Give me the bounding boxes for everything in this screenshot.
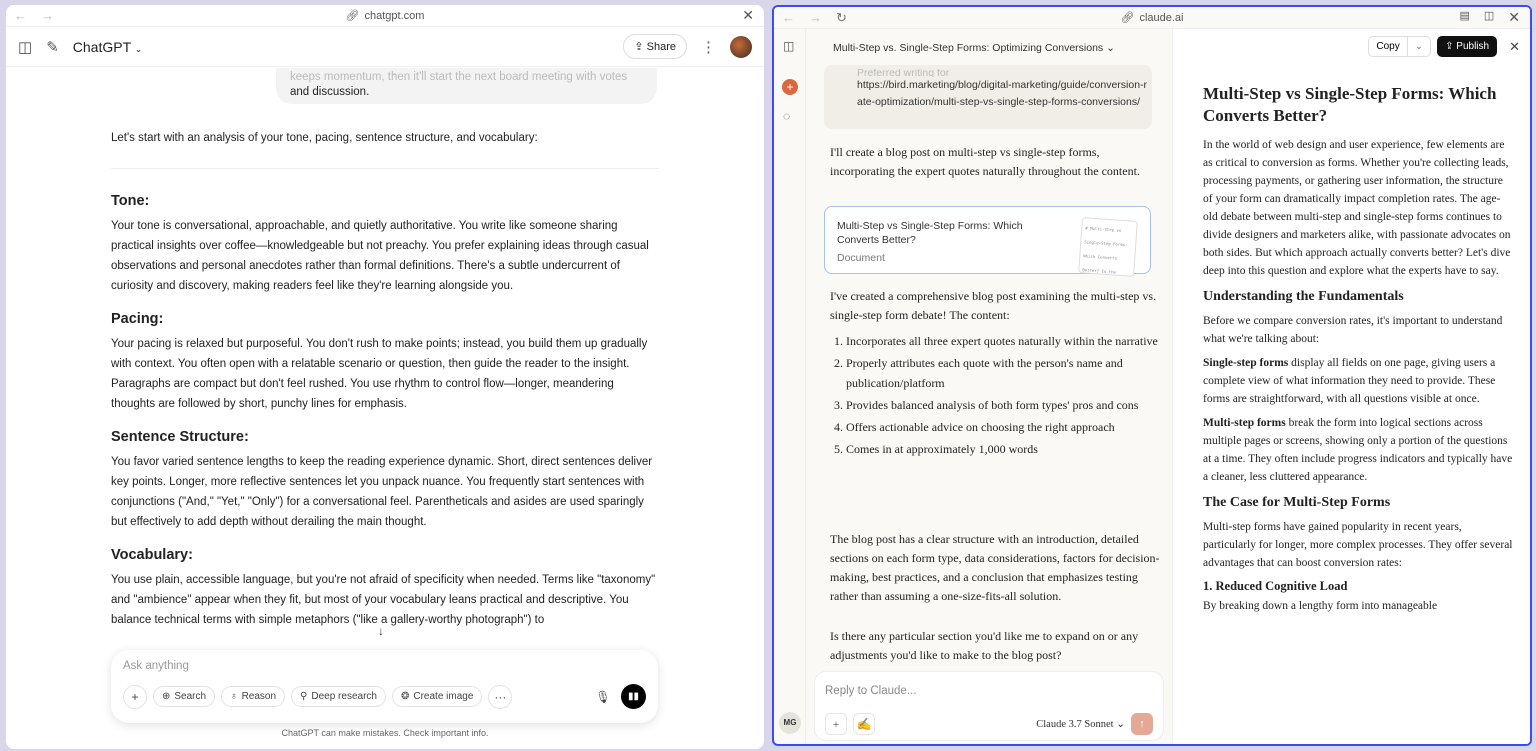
sidebar-toggle-icon[interactable]: ◫	[18, 38, 33, 56]
avatar[interactable]	[730, 36, 752, 58]
copy-button-group	[1368, 36, 1431, 57]
create-image-label: Create image	[413, 691, 474, 702]
assistant-text: I'll create a blog post on multi-step vs single-step forms, incorporating the expert quotes naturally throughout the content.	[830, 145, 1140, 178]
copy-options-chevron-icon[interactable]: ⌄	[1407, 37, 1430, 56]
attach-button[interactable]: +	[123, 685, 147, 709]
document-title: Multi-Step vs Single-Step Forms: Which Converts Better?	[1203, 84, 1497, 125]
user-message	[824, 65, 1152, 129]
more-options-icon[interactable]: ⋮	[701, 38, 716, 56]
chevron-down-icon: ⌄	[1106, 42, 1115, 54]
sidebar-rail	[774, 29, 806, 744]
artifact-title: Multi-Step vs Single-Step Forms: Which Converts Better?	[837, 220, 1023, 246]
publish-button[interactable]	[1437, 36, 1497, 57]
globe-icon: ⊕	[162, 691, 171, 702]
section-heading: Pacing:	[111, 311, 164, 327]
intro-text: Let's start with an analysis of your tone, pacing, sentence structure, and vocabulary:	[111, 132, 538, 144]
section-heading: The Case for Multi-Step Forms	[1203, 495, 1391, 510]
reason-button[interactable]	[221, 686, 285, 707]
url-text[interactable]: chatgpt.com	[364, 9, 425, 22]
list-item: 1. Incorporates all three expert quotes naturally within the narrative	[846, 331, 1160, 351]
section-text: You use plain, accessible language, but you're not afraid of specificity when needed. Terms like "taxonomy" and "ambience" appear when they fit, but most of your vocabulary leans practical and descriptive. You balance technical terms with simple metaphors ("like a gallery-worthy photograph") to	[111, 574, 656, 626]
model-selector[interactable]	[73, 39, 143, 55]
message-text: and discussion.	[290, 86, 370, 98]
source-url: https://bird.marketing/blog/digital-marketing/guide/conversion-rate-optimization/multi-step-vs-single-step-forms-conversions/	[857, 79, 1148, 108]
chatgpt-window	[6, 5, 764, 749]
summary-list	[830, 331, 1160, 459]
assistant-text: The blog post has a clear structure with an introduction, detailed sections on each form type, data considerations, factors for decision-making, best practices, and a conclusion that emphasizes testing rather than assuming a one-size-fits-all solution.	[830, 532, 1160, 603]
reply-composer	[814, 671, 1164, 741]
artifact-panel	[1172, 29, 1530, 744]
assistant-message	[111, 128, 659, 630]
chat-column	[806, 29, 1172, 744]
section-text: You favor varied sentence lengths to keep the reading experience dynamic. Short, direct sentences deliver key points. Longer, more reflective sentences let you unpack nuance. You frequently start sentences with conjunctions ("And," "Yet," "Only") for a conversational feel. Parentheticals and asides are used sparingly but effectively to add depth without derailing the main thought.	[111, 456, 653, 528]
list-item: 5. Comes in at approximately 1,000 words	[846, 439, 1160, 459]
model-name: Claude 3.7 Sonnet	[1036, 718, 1114, 730]
url-text[interactable]: claude.ai	[1139, 11, 1184, 24]
voice-mode-button[interactable]: ▮▮	[621, 684, 646, 709]
subsection-heading: 1. Reduced Cognitive Load	[1203, 579, 1348, 593]
document-body	[1203, 83, 1515, 621]
scroll-down-icon[interactable]: ↓	[378, 624, 384, 638]
back-icon[interactable]: ←	[14, 8, 27, 23]
list-item: 4. Offers actionable advice on choosing the right approach	[846, 417, 1160, 437]
bold-term: Multi-step forms	[1203, 417, 1286, 429]
share-button[interactable]	[623, 34, 687, 59]
prompt-input[interactable]: Ask anything	[123, 660, 189, 672]
paragraph-text: break the form into logical sections across multiple pages or screens, showing only a portion of the questions at a time. They often include progress indicators and typically have a cleaner, less cluttered appearance.	[1203, 417, 1513, 483]
microphone-icon[interactable]: 🎙︎	[595, 689, 611, 704]
assistant-text: I've created a comprehensive blog post examining the multi-step vs. single-step form debate! The content:	[830, 289, 1157, 322]
chats-icon[interactable]: ◌	[783, 109, 791, 123]
close-icon[interactable]: ✕	[1508, 9, 1520, 25]
chevron-down-icon: ⌄	[134, 43, 143, 54]
bold-term: Single-step forms	[1203, 357, 1289, 369]
model-selector[interactable]	[1036, 715, 1125, 734]
section-text: Your tone is conversational, approachable, and quietly authoritative. You write like someone sharing practical insights over coffee—knowledgeable but not preachy. You prefer explaining ideas through casual observations and personal anecdotes rather than formal definitions. There's a subtle undercurrent of curiosity and discovery, making readers feel like they're learning alongside you.	[111, 220, 649, 292]
lightbulb-icon: ♁	[230, 691, 238, 702]
close-panel-icon[interactable]: ✕	[1509, 38, 1520, 54]
telescope-icon: ⚲	[300, 691, 308, 702]
upload-icon: ⇪	[1445, 41, 1454, 52]
sidebar-toggle-icon[interactable]: ◫	[783, 39, 795, 53]
image-icon: ❂	[400, 691, 410, 702]
forward-icon[interactable]: →	[41, 8, 54, 23]
deep-research-label: Deep research	[311, 691, 377, 702]
create-image-button[interactable]	[392, 686, 482, 707]
style-icon[interactable]: ✍	[853, 713, 875, 735]
reply-input[interactable]: Reply to Claude...	[825, 685, 917, 697]
search-label: Search	[174, 691, 207, 702]
user-message	[276, 68, 657, 104]
forward-icon[interactable]: →	[809, 9, 822, 25]
browser-bar	[774, 7, 1530, 29]
close-icon[interactable]: ✕	[742, 7, 754, 23]
copy-button[interactable]: Copy	[1376, 41, 1400, 52]
section-heading: Sentence Structure:	[111, 429, 249, 445]
paragraph	[1203, 414, 1515, 486]
user-avatar[interactable]: MG	[779, 712, 801, 734]
section-heading: Tone:	[111, 193, 150, 209]
section-heading: Vocabulary:	[111, 547, 193, 563]
document-thumbnail: # Multi-Step vs Single-Step Forms: Which Converts Better? In the	[1078, 217, 1138, 277]
disclaimer: ChatGPT can make mistakes. Check important info.	[281, 728, 489, 738]
share-label: Share	[646, 41, 676, 53]
paragraph: By breaking down a lengthy form into manageable	[1203, 600, 1438, 612]
new-chat-button[interactable]: +	[782, 79, 798, 95]
split-view-icon[interactable]: ◫	[1483, 10, 1495, 22]
section-text: Your pacing is relaxed but purposeful. You don't rush to make points; instead, you build them up gradually with context. You often open with a relatable scenario or question, then guide the reader to the insight. Paragraphs are compact but don't feel rushed. You use rhythm to control flow—longer, meandering thoughts are followed by short, punchy lines for emphasis.	[111, 338, 648, 410]
message-text-faded: Preferred writing for	[857, 69, 950, 77]
link-icon: 🔗︎	[345, 10, 360, 22]
message-text-faded: keeps momentum, then it'll start the next board meeting with votes	[290, 71, 628, 83]
deep-research-button[interactable]	[291, 686, 386, 707]
paragraph-text: display all fields on one page, giving users a complete view of what information they need to provide. These forms are straightforward, with all questions visible at once.	[1203, 357, 1496, 405]
share-icon: ⇪	[634, 41, 644, 53]
publish-label: Publish	[1456, 41, 1490, 52]
assistant-text: Is there any particular section you'd like me to expand on or any adjustments you'd like to make to the blog post?	[830, 629, 1139, 662]
artifact-card[interactable]	[824, 206, 1151, 274]
chevron-down-icon: ⌄	[1116, 718, 1125, 730]
chat-title[interactable]	[833, 39, 1115, 58]
list-item: 2. Properly attributes each quote with the person's name and publication/platform	[846, 353, 1160, 393]
reload-icon[interactable]: ↻	[836, 9, 847, 25]
more-tools-button[interactable]: ···	[488, 685, 512, 709]
list-item: 3. Provides balanced analysis of both form types' pros and cons	[846, 395, 1160, 415]
send-button[interactable]: ↑	[1131, 713, 1153, 735]
model-name: ChatGPT	[72, 38, 131, 55]
back-icon[interactable]: ←	[782, 9, 795, 25]
paragraph: Multi-step forms have gained popularity in recent years, particularly for longer, more complex processes. They offer several advantages that can boost conversion rates:	[1203, 521, 1513, 569]
paragraph	[1203, 354, 1515, 408]
artifact-type: Document	[837, 252, 885, 264]
chatgpt-header	[6, 27, 764, 67]
section-heading: Understanding the Fundamentals	[1203, 289, 1404, 304]
paragraph: In the world of web design and user experience, few elements are as critical to conversion as forms. Whether you're collecting leads, processing payments, or gathering user information, the structure of your form can dramatically impact completion rates. The age-old debate between multi-step and single-step forms continues to divide designers and marketers alike, with passionate advocates on both sides. But which approach actually converts better? Let's dive deep into this question and explore what the experts have to say.	[1203, 139, 1511, 277]
claude-window	[772, 5, 1532, 746]
attach-button[interactable]: +	[825, 713, 847, 735]
chat-title-text: Multi-Step vs. Single-Step Forms: Optimizing Conversions	[833, 42, 1104, 54]
new-chat-icon[interactable]: ✎	[46, 38, 59, 56]
composer	[111, 650, 658, 723]
reader-icon[interactable]: ▤	[1459, 10, 1470, 22]
search-button[interactable]	[153, 686, 215, 707]
link-icon: 🔗︎	[1120, 12, 1135, 24]
paragraph: Before we compare conversion rates, it's important to understand what we're talking about:	[1203, 315, 1503, 345]
reason-label: Reason	[241, 691, 277, 702]
browser-bar	[6, 5, 764, 27]
divider	[111, 168, 659, 169]
